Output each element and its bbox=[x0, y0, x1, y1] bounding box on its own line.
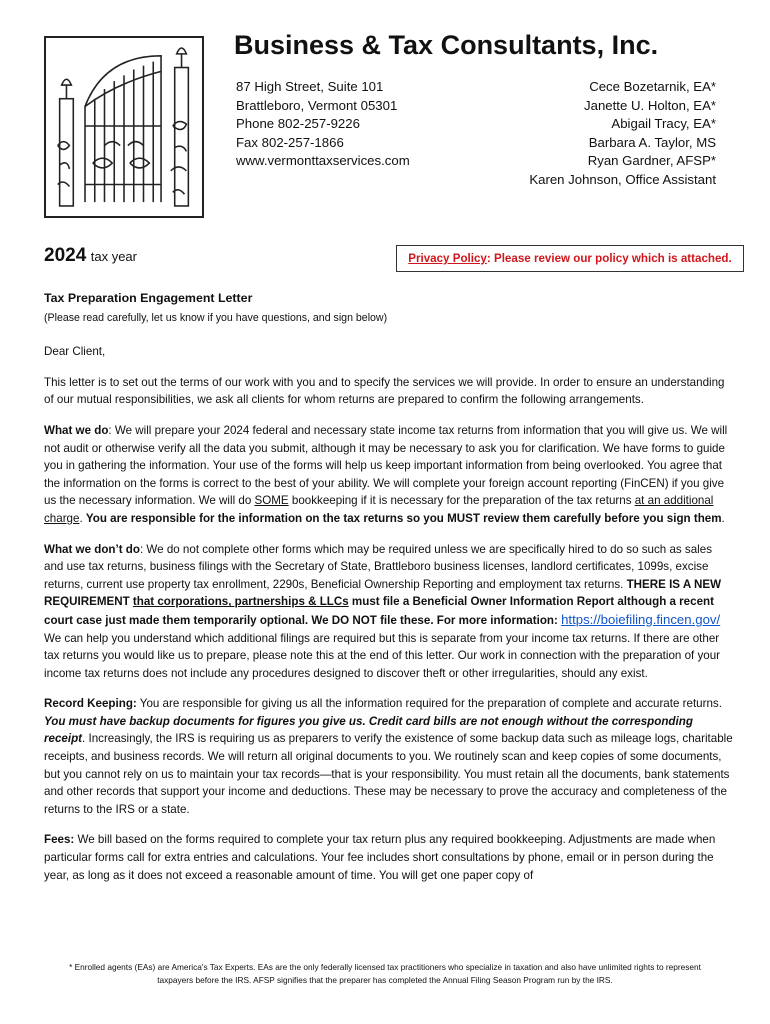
privacy-notice bbox=[396, 245, 744, 272]
address-street: 87 High Street, Suite 101 bbox=[236, 79, 384, 94]
record-keeping-heading: Record Keeping: bbox=[44, 697, 137, 711]
address-phone: Phone 802-257-9226 bbox=[236, 116, 360, 132]
staff-member: Barbara A. Taylor, MS bbox=[588, 134, 716, 150]
address-city: Brattleboro, Vermont 05301 bbox=[236, 97, 398, 113]
new-requirement-text: THERE IS A NEW REQUIREMENT bbox=[44, 577, 722, 609]
text-run: . bbox=[79, 511, 86, 525]
letter-title: Tax Preparation Engagement Letter bbox=[44, 291, 253, 305]
boi-report-text: must file a Beneficial Owner Information Report although a recent court case just made them temporarily optional. We DO NOT file these. For more information: bbox=[44, 595, 714, 627]
record-keeping-paragraph bbox=[44, 695, 734, 818]
text-run: You are responsible for giving us all the information required for the preparation of complete and accurate returns. bbox=[136, 697, 722, 711]
tax-year bbox=[44, 245, 137, 267]
company-logo bbox=[44, 36, 204, 218]
privacy-notice-text: : Please review our policy which is attached. bbox=[486, 252, 732, 265]
company-address bbox=[236, 78, 410, 171]
text-run: : We will prepare your 2024 federal and necessary state income tax returns from information that you will give us. We will not audit or otherwise verify all the data you submit, although it may be necessary to ask you for clarification. We have forms to guide you in gathering the information. Your use of the forms will help us keep important information from being overlooked. You agree that the information on the forms is correct to the best of your ability. We will complete your foreign account reporting (FinCEN) if you give us the necessary information. We will do bbox=[44, 423, 728, 508]
some-emphasis: SOME bbox=[254, 494, 289, 508]
company-name: Business & Tax Consultants, Inc. bbox=[234, 30, 659, 60]
what-we-do-heading: What we do bbox=[44, 423, 109, 437]
engagement-letter bbox=[44, 290, 734, 897]
greeting: Dear Client, bbox=[44, 345, 106, 359]
what-we-dont-do-heading: What we don’t do bbox=[44, 542, 140, 556]
text-run: bookkeeping if it is necessary for the preparation of the tax returns bbox=[288, 494, 635, 508]
staff-list bbox=[529, 78, 716, 190]
tax-year-value: 2024 bbox=[44, 245, 87, 266]
entities-emphasis: that corporations, partnerships & LLCs bbox=[132, 595, 349, 609]
staff-member: Ryan Gardner, AFSP* bbox=[587, 153, 716, 169]
what-we-do-paragraph bbox=[44, 422, 734, 528]
footnote: * Enrolled agents (EAs) are America's Tax Experts. EAs are the only federally licensed tax practitioners who specialize in taxation and also have unlimited rights to represent taxpayers before the IRS. AFSP signifies that the preparer has completed the Annual Filing Season Program run by the IRS. bbox=[69, 962, 701, 985]
text-run: We bill based on the forms required to complete your tax return plus any required bookkeeping. Adjustments are made when particular forms call for extra entries and calculations. Your fee includes short consultations by phone, email or in person during the year, as long as it does not exceed a reasonable amount of time. You will get one paper copy of bbox=[44, 833, 716, 882]
fincen-link[interactable]: https://boiefiling.fincen.gov/ bbox=[561, 611, 721, 627]
letter-subtitle: (Please read carefully, let us know if you have questions, and sign below) bbox=[44, 311, 388, 324]
what-we-dont-do-paragraph bbox=[44, 541, 734, 683]
staff-member: Cece Bozetarnik, EA* bbox=[589, 79, 716, 94]
intro-paragraph: This letter is to set out the terms of our work with you and to specify the services we will provide. In order to ensure an understanding of our mutual responsibilities, we ask all clients for whom returns are prepared to confirm the following arrangements. bbox=[44, 375, 725, 407]
responsibility-statement: You are responsible for the information on the tax returns so you MUST review them carefully before you sign them bbox=[85, 511, 722, 525]
staff-member: Karen Johnson, Office Assistant bbox=[529, 171, 716, 187]
text-run: . bbox=[721, 511, 725, 525]
staff-member: Abigail Tracy, EA* bbox=[611, 116, 716, 132]
staff-member: Janette U. Holton, EA* bbox=[584, 97, 716, 113]
fees-heading: Fees: bbox=[44, 833, 75, 847]
text-run: : We do not complete other forms which may be required unless we are specifically hired to do so such as sales and use tax returns, business filings with the Secretary of State, Brattleboro business licenses, landlord certificates, 1099s, excise returns, current use property tax enrollment, 2290s, Beneficial Ownership Reporting and employment tax returns. bbox=[44, 542, 712, 591]
address-website: www.vermonttaxservices.com bbox=[236, 153, 410, 169]
text-run: . Increasingly, the IRS is requiring us as preparers to verify the existence of some backup data such as mileage logs, charitable receipts, and business records. We will return all original documents to you. We routinely scan and keep copies of some documents, but you cannot rely on us to maintain your tax records—that is your responsibility. You must retain all the documents, bank statements and other records that support your income and deductions. These may be necessary to prove the accuracy and completeness of the returns to the IRS or a state. bbox=[44, 732, 733, 816]
backup-documents-emphasis: You must have backup documents for figures you give us. Credit card bills are not enough without the corresponding receipt bbox=[44, 714, 693, 746]
privacy-policy-link[interactable]: Privacy Policy bbox=[408, 252, 487, 265]
fees-paragraph bbox=[44, 831, 734, 884]
text-run: We can help you understand which additional filings are required but this is separate from your income tax returns. If there are other tax returns you would like us to prepare, please note this at the end of this letter. Our work in connection with the preparation of your income tax returns does not include any procedures designed to discover theft or other irregularities, should any exist. bbox=[44, 631, 721, 680]
additional-charge-emphasis: at an additional charge bbox=[44, 494, 714, 525]
address-fax: Fax 802-257-1866 bbox=[236, 134, 344, 150]
tax-year-label: tax year bbox=[90, 249, 137, 264]
gate-illustration bbox=[46, 38, 202, 216]
